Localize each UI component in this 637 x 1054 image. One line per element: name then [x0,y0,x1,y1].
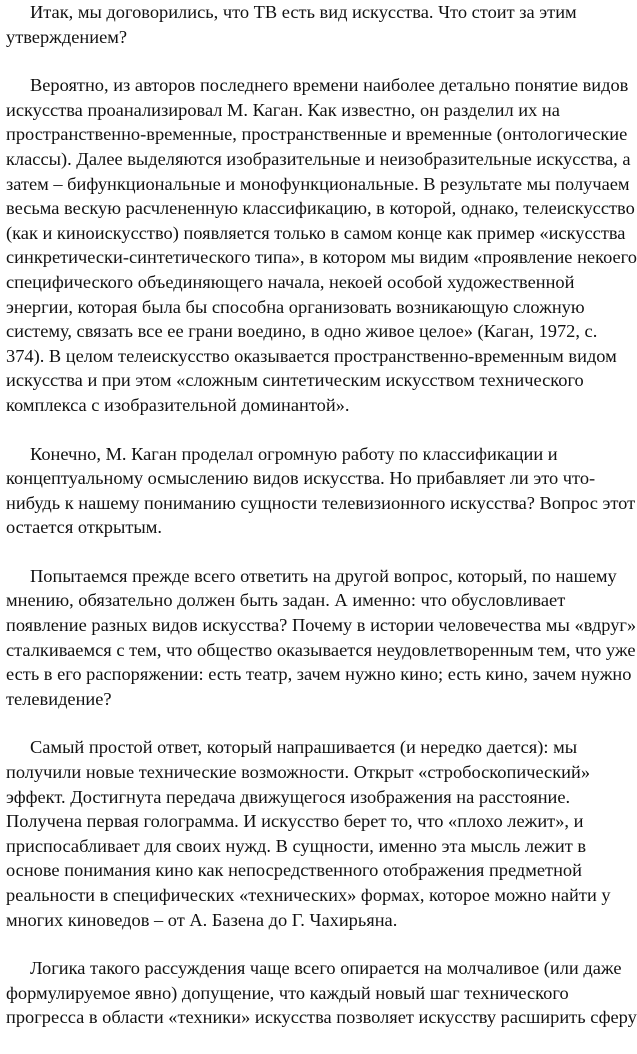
text-line: нибудь к нашему пониманию сущности телевизионного искусства? Вопрос этот [6,492,636,513]
text-line: (как и киноискусство) появляется только в самом конце как пример «искусства [6,222,626,243]
text-line: 374). В целом телеискусство оказывается пространственно-временным видом [6,345,617,366]
text-line: затем – бифункциональные и монофункциональные. В результате мы получаем [6,173,630,194]
text-line: Самый простой ответ, который напрашивается (и нередко дается): мы [30,737,578,758]
text-line: сталкиваемся с тем, что общество оказывается неудовлетворенным тем, что уже [6,639,636,660]
text-line: утверждением? [6,26,128,47]
text-line: приспосабливает для своих нужд. В сущности, именно эта мысль лежит в [6,835,587,856]
text-line: прогресса в области «техники» искусства позволяет искусству расширить сферу [6,1007,637,1028]
text-line: пространственно-временные, пространственные и временные (онтологические [6,124,628,145]
paragraph-4 [6,564,637,712]
text-line: формулируемое явно) допущение, что каждый новый шаг технического [6,982,569,1003]
text-line: получили новые технические возможности. Открыт «стробоскопический» [6,762,591,783]
paragraph-3 [6,442,636,540]
text-line: систему, связать все ее грани воедино, в одно живое целое» (Каган, 1972, с. [6,321,598,342]
text-line: синкретически-синтетического типа», в котором мы видим «проявление некоего [6,247,637,268]
text-line: комплекса с изобразительной доминантой». [6,394,350,415]
text-line: специфического объединяющего начала, некоей особой художественной [6,271,575,292]
text-line: есть в его распоряжении: есть театр, зачем нужно кино; есть кино, зачем нужно [6,664,632,685]
text-line: остается открытым. [6,517,162,538]
document-body [6,0,637,1054]
paragraph-5 [6,735,612,932]
text-line: появление разных видов искусства? Почему в истории человечества мы «вдруг» [6,615,637,636]
paragraph-2 [6,73,637,417]
text-line: энергии, которая была бы способна организовать возникающую сложную [6,296,585,317]
text-line: мнению, обязательно должен быть задан. А именно: что обусловливает [6,590,566,611]
text-line: искусства проанализировал М. Каган. Как известно, он разделил их на [6,99,560,120]
text-line: Итак, мы договорились, что ТВ есть вид искусства. Что стоит за этим [30,2,577,22]
text-line: реальности в специфических «технических» формах, которое можно найти у [6,885,611,905]
text-line: искусства и при этом «сложным синтетическим искусством технического [6,370,584,391]
text-line: классы). Далее выделяются изобразительные и неизобразительные искусства, а [6,148,631,169]
text-line: многих киноведов – от А. Базена до Г. Чахирьяна. [6,909,398,930]
paragraph-1 [6,0,612,49]
text-line: Попытаемся прежде всего ответить на другой вопрос, который, по нашему [30,565,617,586]
text-line: Конечно, М. Каган проделал огромную работу по классификации и [30,443,558,464]
text-line: основе понимания кино как непосредственного отображения предметной [6,860,582,881]
text-line: Вероятно, из авторов последнего времени наиболее детально понятие видов [30,75,629,96]
paragraph-6 [6,956,637,1030]
text-line: концептуальному осмыслению видов искусства. Но прибавляет ли это что- [6,468,596,489]
text-line: телевидение? [6,688,112,709]
text-line: весьма вескую расчлененную классификацию, в которой, однако, телеискусство [6,198,635,219]
text-line: эффект. Достигнута передача движущегося изображения на расстояние. [6,786,571,807]
text-line: Получена первая голограмма. И искусство берет то, что «плохо лежит», и [6,811,584,832]
text-line: Логика такого рассуждения чаще всего опирается на молчаливое (или даже [30,958,622,979]
